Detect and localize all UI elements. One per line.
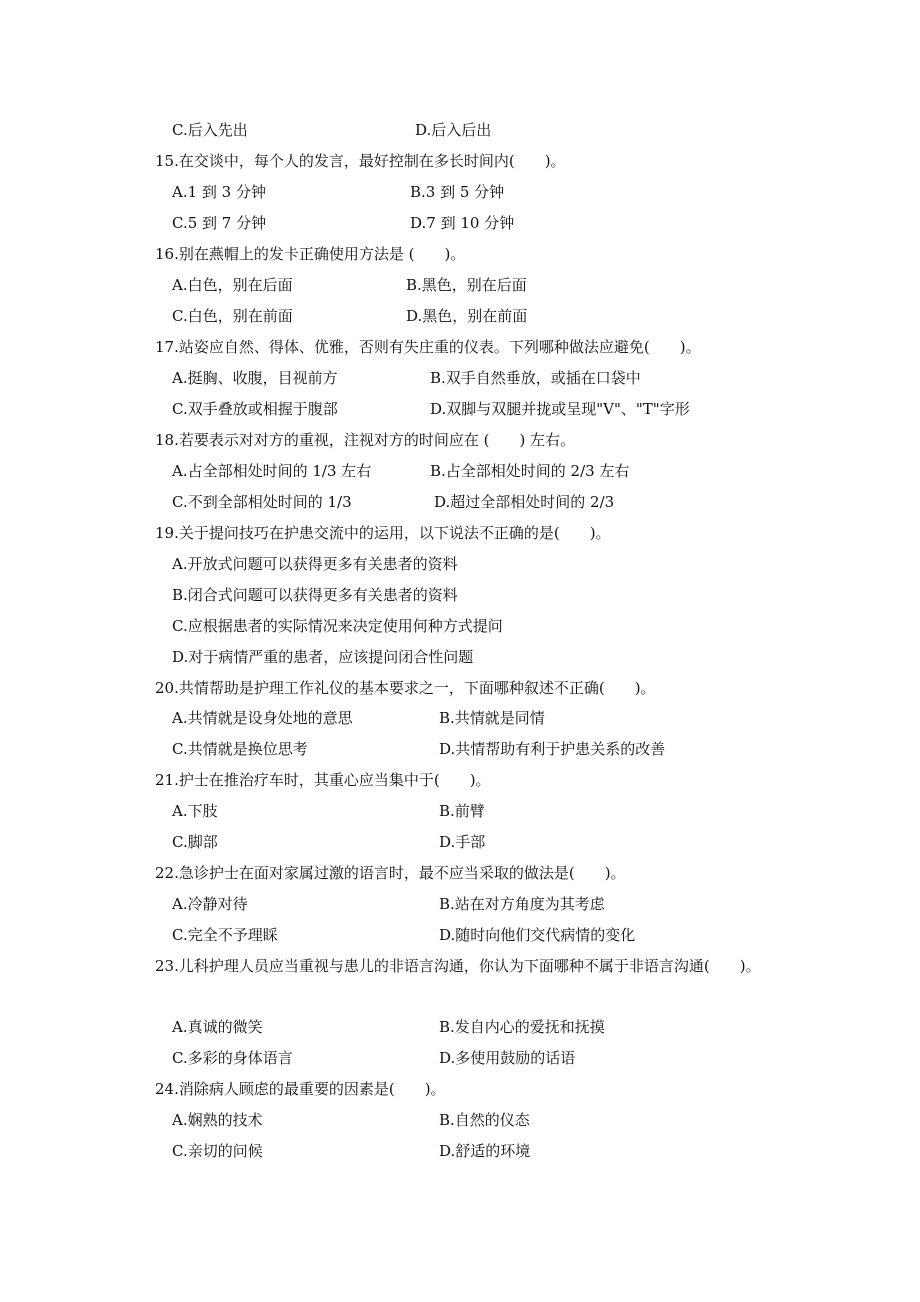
- question-21: 21.护士在推治疗车时，其重心应当集中于( )。: [155, 771, 491, 789]
- q18-option-b: B.占全部相处时间的 2/3 左右: [430, 462, 630, 480]
- q17-option-a: A.挺胸、收腹，目视前方: [172, 369, 338, 387]
- question-18: 18.若要表示对对方的重视，注视对方的时间应在 ( ) 左右。: [155, 431, 576, 449]
- q14-option-d: D.后入后出: [415, 121, 492, 139]
- q14-option-c: C.后入先出: [172, 121, 248, 139]
- q24-option-a: A.娴熟的技术: [172, 1111, 263, 1129]
- q16-option-a: A.白色，别在后面: [172, 276, 293, 294]
- q19-option-c: C.应根据患者的实际情况来决定使用何种方式提问: [172, 617, 503, 635]
- q22-option-b: B.站在对方角度为其考虑: [439, 895, 605, 913]
- q20-option-d: D.共情帮助有利于护患关系的改善: [439, 740, 666, 758]
- q20-option-b: B.共情就是同情: [439, 709, 545, 727]
- q22-option-d: D.随时向他们交代病情的变化: [439, 926, 636, 944]
- q18-option-c: C.不到全部相处时间的 1/3: [172, 493, 352, 511]
- q22-option-a: A.冷静对待: [172, 895, 248, 913]
- q24-option-d: D.舒适的环境: [439, 1142, 531, 1160]
- q23-option-b: B.发自内心的爱抚和抚摸: [439, 1018, 605, 1036]
- question-20: 20.共情帮助是护理工作礼仪的基本要求之一，下面哪种叙述不正确( )。: [155, 679, 656, 697]
- q21-option-a: A.下肢: [172, 802, 218, 820]
- question-17: 17.站姿应自然、得体、优雅，否则有失庄重的仪表。下列哪种做法应避免( )。: [155, 338, 701, 356]
- q24-option-b: B.自然的仪态: [439, 1111, 530, 1129]
- question-22: 22.急诊护士在面对家属过激的语言时，最不应当采取的做法是( )。: [155, 864, 626, 882]
- q17-option-d: D.双脚与双腿并拢或呈现"V"、"T"字形: [430, 400, 690, 418]
- question-15: 15.在交谈中，每个人的发言，最好控制在多长时间内( )。: [155, 152, 566, 170]
- q18-option-d: D.超过全部相处时间的 2/3: [434, 493, 615, 511]
- q17-option-c: C.双手叠放或相握于腹部: [172, 400, 338, 418]
- q15-option-d: D.7 到 10 分钟: [410, 214, 515, 232]
- q15-option-b: B.3 到 5 分钟: [410, 183, 505, 201]
- q23-option-a: A.真诚的微笑: [172, 1018, 263, 1036]
- q20-option-a: A.共情就是设身处地的意思: [172, 709, 353, 727]
- q21-option-d: D.手部: [439, 833, 486, 851]
- q19-option-a: A.开放式问题可以获得更多有关患者的资料: [172, 555, 458, 573]
- q23-option-d: D.多使用鼓励的话语: [439, 1049, 576, 1067]
- question-16: 16.别在燕帽上的发卡正确使用方法是 ( )。: [155, 245, 466, 263]
- q18-option-a: A.占全部相处时间的 1/3 左右: [172, 462, 372, 480]
- q21-option-b: B.前臂: [439, 802, 485, 820]
- q24-option-c: C.亲切的问候: [172, 1142, 263, 1160]
- question-24: 24.消除病人顾虑的最重要的因素是( )。: [155, 1080, 446, 1098]
- q21-option-c: C.脚部: [172, 833, 218, 851]
- q16-option-b: B.黑色，别在后面: [406, 276, 527, 294]
- q19-option-b: B.闭合式问题可以获得更多有关患者的资料: [172, 586, 458, 604]
- q17-option-b: B.双手自然垂放，或插在口袋中: [430, 369, 641, 387]
- q23-option-c: C.多彩的身体语言: [172, 1049, 293, 1067]
- q20-option-c: C.共情就是换位思考: [172, 740, 308, 758]
- q22-option-c: C.完全不予理睬: [172, 926, 278, 944]
- q15-option-a: A.1 到 3 分钟: [172, 183, 266, 201]
- q19-option-d: D.对于病情严重的患者，应该提问闭合性问题: [172, 648, 474, 666]
- question-23: 23.儿科护理人员应当重视与患儿的非语言沟通，你认为下面哪种不属于非语言沟通( )。: [155, 957, 761, 975]
- q15-option-c: C.5 到 7 分钟: [172, 214, 267, 232]
- q16-option-d: D.黑色，别在前面: [406, 307, 528, 325]
- question-19: 19.关于提问技巧在护患交流中的运用，以下说法不正确的是( )。: [155, 524, 611, 542]
- q16-option-c: C.白色，别在前面: [172, 307, 293, 325]
